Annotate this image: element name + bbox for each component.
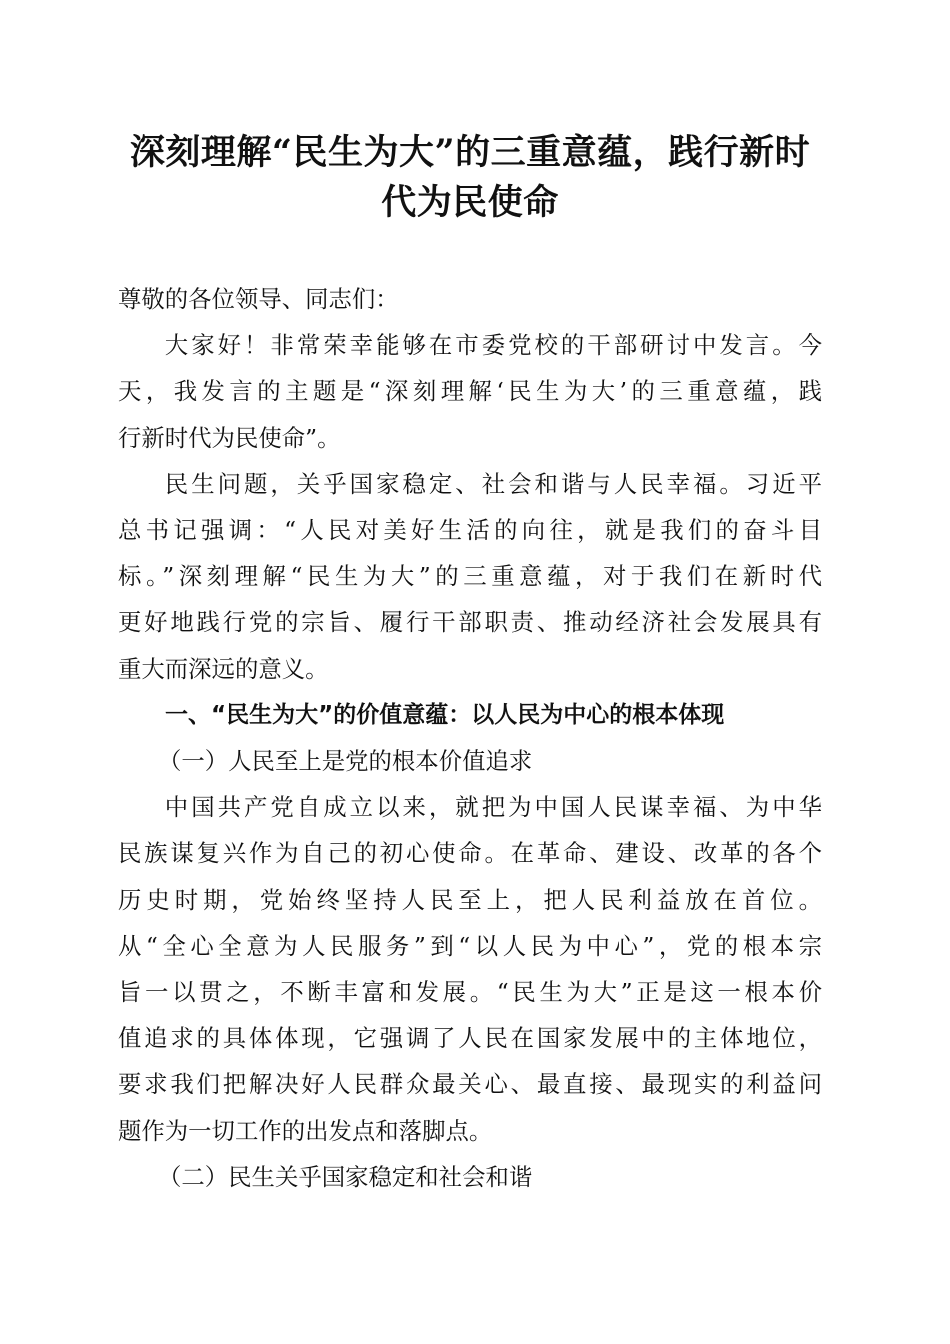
document-title: [118, 128, 822, 228]
salutation: 尊敬的各位领导、同志们：: [118, 285, 399, 313]
text-line: 历史时期，党始终坚持人民至上，把人民利益放在首位。: [118, 885, 822, 914]
text-line: 重大而深远的意义。: [118, 654, 329, 683]
text-line: 总书记强调：“人民对美好生活的向往，就是我们的奋斗目: [118, 516, 822, 545]
section-heading-1: 一、“民生为大”的价值意蕴：以人民为中心的根本体现: [165, 701, 725, 728]
text-line: 题作为一切工作的出发点和落脚点。: [118, 1116, 493, 1145]
subsection-heading-1-1: （一）人民至上是党的根本价值追求: [158, 747, 533, 776]
text-line: 从“全心全意为人民服务”到“以人民为中心”，党的根本宗: [118, 931, 822, 960]
text-line: 更好地践行党的宗旨、履行干部职责、推动经济社会发展具有: [118, 608, 822, 637]
text-line: 行新时代为民使命”。: [118, 423, 341, 452]
text-line: 要求我们把解决好人民群众最关心、最直接、最现实的利益问: [118, 1070, 822, 1099]
text-line: 天，我发言的主题是“深刻理解‘民生为大’的三重意蕴，践: [118, 377, 822, 406]
paragraph-opening: [118, 322, 822, 461]
text-line: 中国共产党自成立以来，就把为中国人民谋幸福、为中华: [164, 793, 822, 822]
text-line: 值追求的具体体现，它强调了人民在国家发展中的主体地位，: [118, 1024, 822, 1053]
subsection-heading-1-2: （二）民生关乎国家稳定和社会和谐: [158, 1162, 533, 1191]
text-line: 旨一以贯之，不断丰富和发展。“民生为大”正是这一根本价: [118, 978, 822, 1007]
text-line: 标。”深刻理解“民生为大”的三重意蕴，对于我们在新时代: [118, 562, 822, 591]
paragraph-section-1-1: [118, 784, 822, 1154]
title-line-2: 代为民使命: [381, 182, 559, 223]
document-body: [118, 276, 822, 1200]
title-line-1: 深刻理解“民生为大”的三重意蕴，践行新时: [129, 132, 811, 173]
paragraph-introduction: [118, 461, 822, 692]
document-page: [118, 128, 822, 1200]
text-line: 民生问题，关乎国家稳定、社会和谐与人民幸福。习近平: [164, 469, 822, 498]
text-line: 大家好！非常荣幸能够在市委党校的干部研讨中发言。今: [164, 331, 822, 360]
text-line: 民族谋复兴作为自己的初心使命。在革命、建设、改革的各个: [118, 839, 822, 868]
